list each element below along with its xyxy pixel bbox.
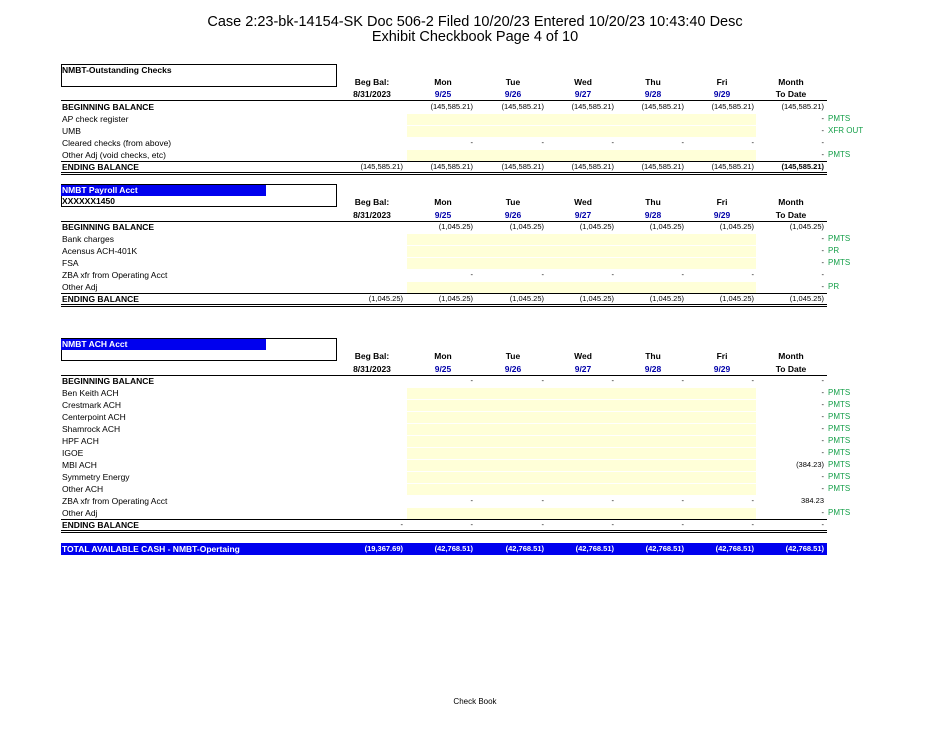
row-label: Other Adj (void checks, etc) [62, 150, 166, 160]
row-value: - [821, 270, 824, 279]
table-row [61, 423, 861, 435]
row-label: ENDING BALANCE [62, 294, 139, 304]
row-value: - [821, 400, 824, 409]
column-header: Fri [716, 197, 728, 207]
row-value: (145,585.21) [571, 162, 614, 171]
row-value: (145,585.21) [571, 102, 614, 111]
beginning-balance-row [61, 221, 861, 233]
total-value: (42,768.51) [785, 544, 824, 553]
beginning-balance-row [61, 375, 861, 387]
row-value: - [541, 520, 544, 529]
row-category-note: PMTS [828, 234, 851, 243]
column-header: To Date [775, 364, 807, 374]
row-label: BEGINNING BALANCE [62, 376, 155, 386]
row-value: - [821, 508, 824, 517]
row-value: - [821, 376, 824, 385]
total-value: (42,768.51) [575, 544, 614, 553]
row-value: - [611, 376, 614, 385]
table-row [61, 399, 861, 411]
section-account-number: XXXXXX1450 [62, 196, 115, 206]
row-label: Acensus ACH-401K [62, 246, 138, 256]
column-header: Beg Bal: [354, 351, 390, 361]
case-header-line1: Case 2:23-bk-14154-SK Doc 506-2 Filed 10/20/23 Entered 10/20/23 10:43:40 Desc [207, 14, 743, 30]
column-header: 9/26 [504, 364, 522, 374]
row-value: - [470, 496, 473, 505]
input-cell-range[interactable] [407, 114, 756, 125]
row-value: - [681, 376, 684, 385]
column-header-row [61, 196, 861, 208]
row-label: BEGINNING BALANCE [62, 222, 155, 232]
row-value: - [821, 484, 824, 493]
input-cell-range[interactable] [407, 126, 756, 137]
column-header: 9/25 [434, 89, 452, 99]
column-header: 9/27 [574, 89, 592, 99]
row-value: (145,585.21) [641, 102, 684, 111]
row-value: - [821, 150, 824, 159]
column-header: Mon [434, 197, 452, 207]
row-value: - [821, 126, 824, 135]
row-category-note: PMTS [828, 388, 851, 397]
table-row [61, 281, 861, 293]
column-header: 9/27 [574, 210, 592, 220]
input-cell-range[interactable] [407, 448, 756, 459]
column-header: 9/26 [504, 89, 522, 99]
input-cell-range[interactable] [407, 436, 756, 447]
row-label: BEGINNING BALANCE [62, 102, 155, 112]
column-header: 9/28 [644, 89, 662, 99]
column-header: 9/28 [644, 210, 662, 220]
row-label: ENDING BALANCE [62, 520, 139, 530]
total-value: (42,768.51) [715, 544, 754, 553]
total-value: (42,768.51) [434, 544, 473, 553]
row-value: - [751, 138, 754, 147]
row-value: (145,585.21) [781, 162, 824, 171]
input-cell-range[interactable] [407, 388, 756, 399]
row-label: Centerpoint ACH [62, 412, 126, 422]
row-category-note: PR [828, 246, 840, 255]
column-header: 8/31/2023 [353, 210, 391, 220]
input-cell-range[interactable] [407, 484, 756, 495]
total-value: (42,768.51) [645, 544, 684, 553]
row-value: (145,585.21) [430, 162, 473, 171]
column-header: Thu [645, 351, 661, 361]
row-value: - [821, 448, 824, 457]
input-cell-range[interactable] [407, 472, 756, 483]
row-category-note: PMTS [828, 114, 851, 123]
row-label: Shamrock ACH [62, 424, 121, 434]
total-available-cash-row [61, 543, 827, 555]
column-header: 9/25 [434, 210, 452, 220]
section-title: NMBT Payroll Acct [61, 185, 266, 196]
ending-rule-double [61, 530, 827, 533]
row-category-note: PMTS [828, 472, 851, 481]
input-cell-range[interactable] [407, 508, 756, 519]
column-header: 8/31/2023 [353, 89, 391, 99]
column-header: Wed [574, 351, 592, 361]
row-value: - [751, 376, 754, 385]
table-row [61, 387, 861, 399]
row-category-note: PMTS [828, 508, 851, 517]
row-label: Symmetry Energy [62, 472, 130, 482]
input-cell-range[interactable] [407, 412, 756, 423]
table-row [61, 507, 861, 519]
row-value: (1,045.25) [649, 222, 684, 231]
table-row [61, 459, 861, 471]
table-row [61, 411, 861, 423]
column-header: Tue [505, 197, 521, 207]
row-value: - [470, 138, 473, 147]
row-label: Crestmark ACH [62, 400, 122, 410]
column-header: Month [778, 351, 804, 361]
column-header: Mon [434, 77, 452, 87]
input-cell-range[interactable] [407, 424, 756, 435]
row-value: - [821, 520, 824, 529]
row-label: Other Adj [62, 282, 98, 292]
input-cell-range[interactable] [407, 150, 756, 161]
table-row [61, 269, 861, 281]
row-category-note: PMTS [828, 258, 851, 267]
table-row [61, 495, 861, 507]
row-category-note: PMTS [828, 448, 851, 457]
column-header-row [61, 76, 861, 88]
row-label: Bank charges [62, 234, 114, 244]
row-value: 384.23 [801, 496, 824, 505]
row-value: (1,045.25) [509, 294, 544, 303]
table-row [61, 483, 861, 495]
column-header-row [61, 209, 861, 221]
row-category-note: PMTS [828, 460, 851, 469]
row-category-note: PMTS [828, 150, 851, 159]
row-value: (145,585.21) [360, 162, 403, 171]
total-value: (42,768.51) [505, 544, 544, 553]
table-row [61, 245, 861, 257]
row-value: - [821, 138, 824, 147]
row-value: - [821, 412, 824, 421]
row-label: Ben Keith ACH [62, 388, 119, 398]
row-label: HPF ACH [62, 436, 99, 446]
row-value: - [681, 270, 684, 279]
row-value: - [541, 496, 544, 505]
row-value: - [681, 496, 684, 505]
column-header: Thu [645, 197, 661, 207]
row-label: ENDING BALANCE [62, 162, 139, 172]
row-value: (1,045.25) [579, 294, 614, 303]
row-category-note: PMTS [828, 424, 851, 433]
row-value: - [821, 258, 824, 267]
row-value: - [611, 270, 614, 279]
column-header: Mon [434, 351, 452, 361]
row-category-note: PMTS [828, 484, 851, 493]
column-header: Month [778, 197, 804, 207]
row-label: FSA [62, 258, 79, 268]
row-category-note: PR [828, 282, 840, 291]
row-value: - [400, 520, 403, 529]
table-row [61, 149, 861, 161]
column-header: To Date [775, 89, 807, 99]
row-value: - [611, 520, 614, 529]
column-header: Fri [716, 351, 728, 361]
row-value: - [681, 520, 684, 529]
row-value: (1,045.25) [509, 222, 544, 231]
table-row [61, 137, 861, 149]
row-value: - [470, 520, 473, 529]
row-value: (145,585.21) [430, 102, 473, 111]
row-value: - [821, 424, 824, 433]
column-header-row [61, 88, 861, 100]
column-header: 9/29 [713, 210, 731, 220]
ending-rule-double [61, 304, 827, 307]
column-header: Beg Bal: [354, 197, 390, 207]
column-header: 8/31/2023 [353, 364, 391, 374]
table-row [61, 447, 861, 459]
row-label: Other ACH [62, 484, 104, 494]
row-label: Cleared checks (from above) [62, 138, 172, 148]
ending-rule-double [61, 172, 827, 175]
row-value: - [611, 496, 614, 505]
row-value: (145,585.21) [501, 162, 544, 171]
row-label: ZBA xfr from Operating Acct [62, 496, 168, 506]
table-row [61, 113, 861, 125]
row-label: UMB [62, 126, 81, 136]
row-value: (1,045.25) [719, 294, 754, 303]
column-header: 9/29 [713, 364, 731, 374]
row-value: (1,045.25) [719, 222, 754, 231]
table-row [61, 471, 861, 483]
section-title: NMBT ACH Acct [61, 339, 266, 350]
row-label: AP check register [62, 114, 129, 124]
column-header: Wed [574, 77, 592, 87]
row-category-note: PMTS [828, 400, 851, 409]
row-value: - [751, 520, 754, 529]
column-header: Beg Bal: [354, 77, 390, 87]
column-header: Fri [716, 77, 728, 87]
row-value: - [821, 114, 824, 123]
row-value: (1,045.25) [368, 294, 403, 303]
column-header: Thu [645, 77, 661, 87]
row-value: - [541, 376, 544, 385]
input-cell-range[interactable] [407, 258, 756, 269]
row-value: (1,045.25) [438, 294, 473, 303]
beginning-balance-row [61, 101, 861, 113]
row-value: (384.23) [796, 460, 824, 469]
column-header: Tue [505, 351, 521, 361]
row-value: - [821, 282, 824, 291]
row-value: (145,585.21) [501, 102, 544, 111]
table-row [61, 435, 861, 447]
row-value: - [821, 234, 824, 243]
column-header: Wed [574, 197, 592, 207]
column-header: Tue [505, 77, 521, 87]
column-header: 9/29 [713, 89, 731, 99]
row-value: - [681, 138, 684, 147]
row-value: - [751, 496, 754, 505]
input-cell-range[interactable] [407, 234, 756, 245]
row-value: - [470, 376, 473, 385]
row-value: - [751, 270, 754, 279]
input-cell-range[interactable] [407, 282, 756, 293]
row-value: (1,045.25) [438, 222, 473, 231]
column-header-row [61, 363, 861, 375]
table-row [61, 257, 861, 269]
row-value: - [821, 246, 824, 255]
row-value: - [821, 436, 824, 445]
row-label: ZBA xfr from Operating Acct [62, 270, 168, 280]
row-value: (145,585.21) [781, 102, 824, 111]
column-header: 9/27 [574, 364, 592, 374]
row-value: (145,585.21) [711, 102, 754, 111]
row-label: MBI ACH [62, 460, 97, 470]
input-cell-range[interactable] [407, 460, 756, 471]
case-header-line2: Exhibit Checkbook Page 4 of 10 [371, 29, 579, 45]
column-header: To Date [775, 210, 807, 220]
row-value: (1,045.25) [579, 222, 614, 231]
column-header: 9/26 [504, 210, 522, 220]
row-category-note: XFR OUT [828, 126, 864, 135]
input-cell-range[interactable] [407, 400, 756, 411]
row-value: (1,045.25) [789, 222, 824, 231]
row-value: (145,585.21) [711, 162, 754, 171]
table-row [61, 233, 861, 245]
page-footer: Check Book [453, 697, 497, 706]
row-value: - [611, 138, 614, 147]
row-value: - [541, 270, 544, 279]
column-header: Month [778, 77, 804, 87]
row-value: - [821, 388, 824, 397]
input-cell-range[interactable] [407, 246, 756, 257]
column-header: 9/25 [434, 364, 452, 374]
column-header-row [61, 350, 861, 362]
row-value: - [821, 472, 824, 481]
row-value: (1,045.25) [649, 294, 684, 303]
row-label: Other Adj [62, 508, 98, 518]
row-value: - [470, 270, 473, 279]
row-value: (145,585.21) [641, 162, 684, 171]
row-category-note: PMTS [828, 436, 851, 445]
row-category-note: PMTS [828, 412, 851, 421]
total-label: TOTAL AVAILABLE CASH - NMBT-Opertaing [62, 544, 240, 554]
table-row [61, 125, 864, 137]
column-header: 9/28 [644, 364, 662, 374]
section-title: NMBT-Outstanding Checks [62, 65, 172, 75]
row-label: IGOE [62, 448, 84, 458]
total-value: (19,367.69) [364, 544, 403, 553]
row-value: (1,045.25) [789, 294, 824, 303]
row-value: - [541, 138, 544, 147]
